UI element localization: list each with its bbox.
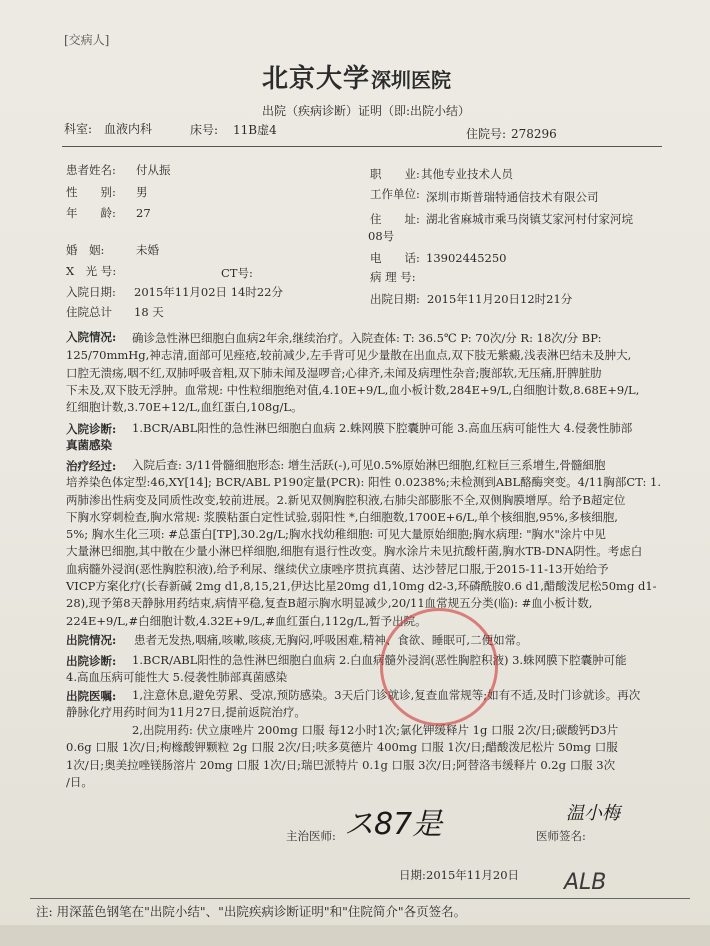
header-rule (62, 146, 662, 147)
address-label: 住 址: (370, 212, 420, 226)
admission-line: 下未及,双下肢无浮肿。血常规: 中性粒细胞绝对值,4.10E+9/L,血小板计数,284E+9/L,白细胞计数,8.68E+9/L, (66, 382, 640, 397)
work-label: 工作单位: (370, 187, 420, 201)
treatment-line: VICP方案化疗(长春新碱 2mg d1,8,15,21,伊达比星20mg d1,10mg d2-3,环磷酰胺0.6 d1,醋酸泼尼松50mg d1- (66, 579, 657, 594)
admission-diagnosis-title: 入院诊断: (66, 422, 117, 436)
age-label: 年 龄: (66, 206, 116, 220)
advice-line: 静脉化疗用药时间为11月27日,提前返院治疗。 (66, 705, 306, 720)
medication-line: 1次/日;奥美拉唑镁肠溶片 20mg 口服 1次/日;瑞巴派特片 0.1g 口服 3次/日;阿替洛韦缓释片 0.2g 口服 3次 (66, 757, 616, 772)
admission-line: 口腔无溃疡,咽不红,双肺呼吸音粗,双下肺未闻及湿啰音;心律齐,未闻及病理性杂音;腹部软,无压痛,肝脾脏肋 (66, 365, 602, 380)
discharge-status-title: 出院情况: (66, 633, 117, 647)
stay-days: 18 天 (134, 305, 164, 319)
doctor-signature-label: 医师签名: (536, 829, 586, 843)
sex-label: 性 别: (66, 185, 116, 199)
marital-label: 婚 姻: (66, 243, 105, 257)
dept-value: 血液内科 (104, 122, 153, 136)
diagnosis-line: 真菌感染 (66, 438, 112, 453)
job-value: 其他专业技术人员 (421, 167, 513, 181)
handwritten-note: ALB (564, 870, 607, 895)
age-value: 27 (136, 206, 151, 220)
attending-physician-signature: ス87是 (344, 807, 443, 842)
attending-physician-label: 主治医师: (286, 829, 336, 843)
footer-rule (30, 898, 690, 899)
sex-value: 男 (136, 185, 148, 199)
treatment-line: 5%; 胸水生化三项: #总蛋白[TP],30.2g/L;胸水找幼稚细胞: 可见大量原始细胞;胸水病理: "胸水"涂片中见 (66, 527, 606, 542)
job-label: 职 业: (370, 167, 420, 181)
bed-value: 11B虚4 (233, 123, 277, 137)
discharge-medications (66, 722, 618, 791)
admission-no-value: 278296 (511, 127, 557, 141)
signing-date: 2015年11月20日 (426, 868, 520, 882)
signing-date-label: 日期: (399, 868, 426, 882)
bed-label: 床号: (190, 123, 219, 137)
treatment-line: 入院后查: 3/11骨髓细胞形态: 增生活跃(-),可见0.5%原始淋巴细胞,红粒巨三系增生,骨髓細胞 (132, 458, 606, 472)
hospital-seal (380, 608, 498, 726)
treatment-line: 224E+9/L,#白细胞计数,4.32E+9/L,#血红蛋白,112g/L,暂予出院。 (66, 613, 427, 628)
admission-diagnosis-body (66, 420, 632, 455)
diagnosis-line: 1.BCR/ABL阳性的急性淋巴细胞白血病 2.白血病髓外浸润(恶性胸腔积液) 3.蛛网膜下腔囊肿可能 (132, 653, 627, 667)
stay-days-label: 住院总计 (66, 305, 112, 319)
pathology-label: 病 理 号: (370, 270, 416, 284)
admission-line: 红细胞计数,3.70E+12/L,血红蛋白,108g/L。 (66, 400, 303, 415)
treatment-line: 下胸水穿刺检查,胸水常规: 浆膜粘蛋白定性试验,弱阳性 *,白细胞数,1700E+6/L,单个核细胞,95%,多核细胞, (66, 509, 618, 524)
admission-no-label: 住院号: (466, 127, 507, 141)
advice-line: 1,注意休息,避免劳累、受凉,预防感染。3天后门诊就诊,复查血常规等;如有不适,及时门诊就诊。再次 (132, 688, 641, 702)
document-subtitle: 出院（疾病诊断）证明（即:出院小结） (262, 104, 471, 118)
medication-line: /日。 (66, 774, 93, 789)
discharge-date: 2015年11月20日12时21分 (427, 292, 573, 306)
discharge-advice-body (66, 687, 640, 722)
marital-value: 未婚 (136, 243, 159, 257)
address-line-2: 08号 (368, 229, 395, 243)
discharge-status-text: 患者无发热,咽痛,咳嗽,咳痰,无胸闷,呼吸困难,精神、食欲、睡眠可,二便如常。 (134, 633, 528, 647)
admit-date-label: 入院日期: (66, 285, 116, 299)
discharge-diagnosis-body (66, 652, 627, 687)
diagnosis-line: 4.高血压病可能性大 5.侵袭性肺部真菌感染 (66, 670, 288, 685)
discharge-diagnosis-title: 出院诊断: (66, 654, 117, 668)
treatment-line: 大量淋巴细胞,其中散在少量小淋巴样细胞,细胞有退行性改变。胸水涂片未见抗酸杆菌,胸水TB-DNA阴性。考虑白 (66, 544, 643, 559)
treatment-body (66, 457, 661, 630)
admission-section-title: 入院情况: (66, 330, 117, 344)
medication-line: 2,出院用药: 伏立康唑片 200mg 口服 每12小时1次;氯化钾缓释片 1g 口服 2次/日;碳酸钙D3片 (132, 723, 619, 737)
discharge-advice-title: 出院医嘱: (66, 689, 117, 703)
university-name: 北京大学 (262, 64, 371, 94)
dept-label: 科室: (64, 122, 93, 136)
diagnosis-line: 1.BCR/ABL阳性的急性淋巴细胞白血病 2.蛛网膜下腔囊肿可能 3.高血压病可能性大 4.侵袭性肺部 (132, 421, 633, 435)
ct-label: CT号: (221, 266, 253, 280)
phone-label: 电 话: (370, 251, 420, 265)
treatment-line: 培养染色体定型:46,XY[14]; BCR/ABL P190定量(PCR): 阳性 0.0238%;未检测到ABL酪酶突变。4/11胸部CT: 1. (66, 475, 661, 490)
work-value: 深圳市斯普瑞特通信技术有限公司 (426, 190, 599, 204)
phone-value: 13902445250 (426, 251, 507, 265)
paper-edge (0, 925, 710, 946)
xray-label: X 光 号: (66, 264, 117, 278)
patient-name-label: 患者姓名: (66, 163, 116, 177)
admission-section-body (66, 330, 639, 416)
admission-line: 125/70mmHg,神志清,面部可见痤疮,较前减少,左手背可见少量散在出血点,双下肢无紫癜,浅表淋巴结未及肿大, (66, 348, 632, 363)
copy-label: [交病人] (64, 33, 110, 47)
address-line-1: 湖北省麻城市乘马岗镇艾家河村付家河垸 (426, 212, 633, 226)
treatment-line: 血病髓外浸润(恶性胸腔积液),给予利尿、继续伏立康唑序贯抗真菌、达沙替尼口服,于2015-11-13开始给予 (66, 561, 609, 576)
medication-line: 0.6g 口服 1次/日;枸橼酸钾颗粒 2g 口服 2次/日;呋多莫德片 400mg 口服 1次/日;醋酸泼尼松片 50mg 口服 (66, 740, 618, 755)
treatment-title: 治疗经过: (66, 459, 117, 473)
hospital-name: 深圳医院 (371, 68, 451, 92)
patient-name: 付从振 (136, 163, 171, 177)
treatment-line: 28),现予第8天静脉用药结束,病情平稳,复查B超示胸水明显减少,20/11血常规五分类(临): #血小板计数, (66, 596, 593, 611)
doctor-signature: 温小梅 (566, 803, 620, 824)
footer-note: 注: 用深蓝色钢笔在"出院小结"、"出院疾病诊断证明"和"住院简介"各页签名。 (36, 904, 467, 919)
discharge-date-label: 出院日期: (370, 292, 420, 306)
admit-date: 2015年11月02日 14时22分 (134, 285, 283, 299)
admission-line: 确诊急性淋巴细胞白血病2年余,继续治疗。入院查体: T: 36.5℃ P: 70次/分 R: 18次/分 BP: (132, 331, 602, 345)
treatment-line: 两肺渗出性病变及同质性改变,较前进展。2.新见双侧胸腔积液,右肺尖部膨胀不全,双侧胸膜增厚。给予B超定位 (66, 492, 626, 507)
